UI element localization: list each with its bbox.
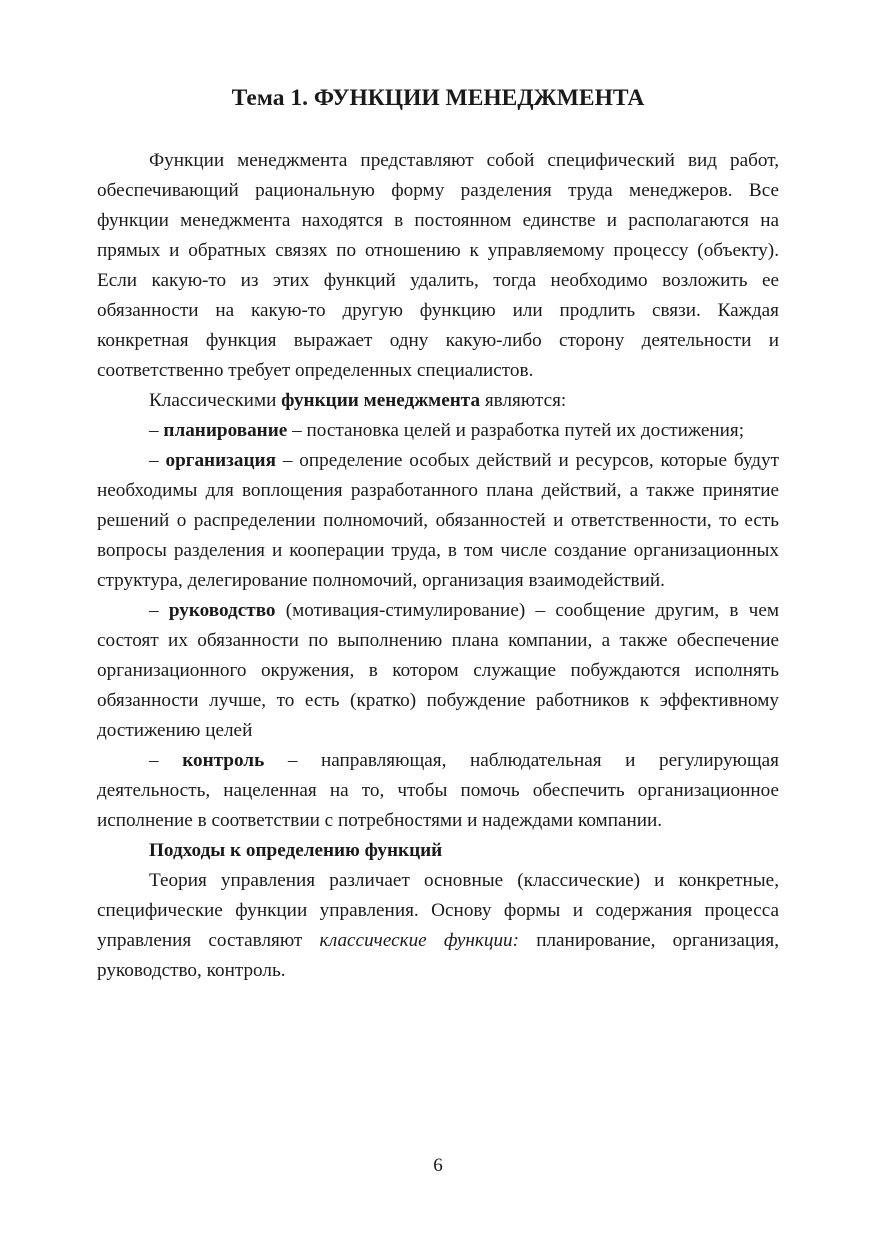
closing-paragraph-lead: Теория управления различает основные (классические) и конкретные, специфические функции управления. Основу формы и содержания процесса управления составляют bbox=[97, 870, 779, 951]
page-number: 6 bbox=[433, 1155, 443, 1176]
closing-paragraph-tail: планирование, организация, руководство, контроль. bbox=[97, 930, 779, 981]
list-dash: – bbox=[149, 750, 183, 771]
list-text-organization: – определение особых действий и ресурсов, которые будут необходимы для воплощения разработанного плана действий, а также принятие решений о распределении полномочий, обязанностей и ответственности, то есть вопросы разделения и кооперации труда, в том числе создание организационных структура, делегирование полномочий, организация взаимодействий. bbox=[97, 450, 779, 591]
list-term-planning: планирование bbox=[163, 420, 288, 441]
intro-paragraph: Функции менеджмента представляют собой специфический вид работ, обеспечивающий рациональную форму разделения труда менеджеров. Все функции менеджмента находятся в постоянном единстве и располагаются на прямых и обратных связях по отношению к управляемому процессу (объекту). Если какую-то из этих функций удалить, тогда необходимо возложить ее обязанности на какую-то другую функцию или продлить связи. Каждая конкретная функция выражает одну какую-либо сторону деятельности и соответственно требует определенных специалистов. bbox=[97, 150, 779, 381]
classic-functions-term: функции менеджмента bbox=[281, 390, 481, 411]
section-subheading: Подходы к определению функций bbox=[149, 840, 443, 861]
classic-functions-intro bbox=[97, 386, 779, 416]
list-term-control: контроль bbox=[182, 750, 265, 771]
document-body bbox=[97, 146, 779, 986]
list-dash: – bbox=[149, 450, 166, 471]
list-item-organization bbox=[97, 446, 779, 596]
page-title: Тема 1. ФУНКЦИИ МЕНЕДЖМЕНТА bbox=[231, 85, 645, 111]
list-text-planning: – постановка целей и разработка путей их достижения; bbox=[287, 420, 745, 441]
classic-functions-intro-tail: являются: bbox=[480, 390, 567, 411]
list-item-planning bbox=[97, 416, 779, 446]
list-dash: – bbox=[149, 600, 169, 621]
list-item-leadership bbox=[97, 596, 779, 746]
list-term-organization: организация bbox=[165, 450, 276, 471]
list-text-control: – направляющая, наблюдательная и регулирующая деятельность, нацеленная на то, чтобы помочь обеспечить организационное исполнение в соответствии с потребностями и надеждами компании. bbox=[97, 750, 779, 831]
closing-paragraph bbox=[97, 866, 779, 986]
list-item-control bbox=[97, 746, 779, 836]
classic-functions-intro-lead: Классическими bbox=[149, 390, 282, 411]
list-term-leadership: руководство bbox=[168, 600, 276, 621]
list-dash: – bbox=[149, 420, 164, 441]
closing-paragraph-italic: классические функции: bbox=[319, 930, 520, 951]
list-text-leadership: (мотивация-стимулирование) – сообщение другим, в чем состоят их обязанности по выполнению плана компании, а также обеспечение организационного окружения, в котором служащие побуждаются исполнять обязанности лучше, то есть (кратко) побуждение работников к эффективному достижению целей bbox=[97, 600, 779, 741]
